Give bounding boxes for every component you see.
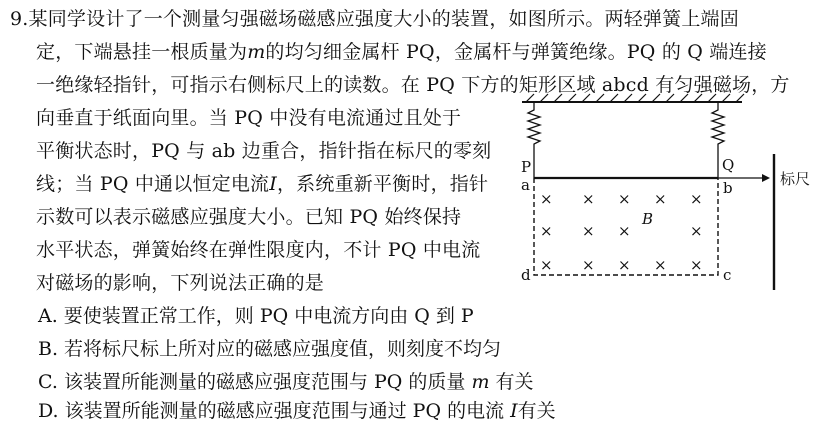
option-c-tail: 有关 — [495, 371, 534, 393]
label-a: a — [521, 176, 530, 194]
variable-I: I — [269, 173, 277, 195]
question-line-7: 示数可以表示磁感应强度大小。已知 PQ 始终保持 — [36, 206, 462, 228]
option-d-text: D. 该装置所能测量的磁感应强度范围与通过 PQ 的电流 — [38, 400, 505, 422]
variable-m: m — [247, 41, 266, 63]
label-c: c — [723, 266, 732, 284]
option-c — [38, 369, 534, 395]
field-mark: × — [618, 222, 631, 240]
option-b: B. 若将标尺标上所对应的磁感应强度值，则刻度不均匀 — [38, 338, 502, 360]
apparatus-diagram — [512, 92, 822, 292]
question-number: 9. — [10, 8, 29, 30]
ruler-label: 标尺 — [780, 170, 811, 188]
option-c-variable-m: m — [471, 371, 490, 393]
label-p: P — [521, 158, 532, 176]
field-mark: × — [690, 222, 703, 240]
option-d-variable-I: I — [510, 400, 518, 422]
field-mark: × — [654, 256, 667, 274]
question-line-1 — [10, 6, 739, 32]
field-mark: × — [582, 190, 595, 208]
field-mark: × — [618, 190, 631, 208]
option-c-text: C. 该装置所能测量的磁感应强度范围与 PQ 的质量 — [38, 371, 466, 393]
field-mark: × — [618, 256, 631, 274]
field-mark: × — [690, 256, 703, 274]
question-text-2b: 的均匀细金属杆 PQ，金属杆与弹簧绝缘。PQ 的 Q 端连接 — [265, 41, 767, 63]
question-line-3: 一绝缘轻指针，可指示右侧标尺上的读数。在 PQ 下方的矩形区域 abcd 有匀强磁场，方 — [36, 74, 790, 96]
question-line-8: 水平状态，弹簧始终在弹性限度内，不计 PQ 中电流 — [36, 239, 481, 261]
question-line-5: 平衡状态时，PQ 与 ab 边重合，指针指在标尺的零刻 — [36, 140, 492, 162]
option-d — [38, 398, 556, 424]
question-text-2a: 定，下端悬挂一根质量为 — [36, 41, 248, 63]
option-a: A. 要使装置正常工作，则 PQ 中电流方向由 Q 到 P — [38, 305, 474, 327]
pointer-arrow-icon — [762, 174, 770, 182]
question-line-2 — [36, 39, 767, 65]
question-text-6a: 线；当 PQ 中通以恒定电流 — [36, 173, 270, 195]
field-mark: × — [582, 256, 595, 274]
magnetic-field-marks — [540, 190, 703, 274]
label-d: d — [521, 266, 531, 284]
label-q: Q — [722, 156, 735, 174]
question-line-9: 对磁场的影响，下列说法正确的是 — [36, 272, 325, 294]
label-b-field: B — [642, 210, 654, 228]
option-d-tail: 有关 — [517, 400, 556, 422]
question-line-6 — [36, 171, 488, 197]
label-b: b — [723, 179, 733, 197]
field-mark: × — [540, 256, 553, 274]
field-mark: × — [654, 190, 667, 208]
field-mark: × — [582, 222, 595, 240]
question-text-6b: ，系统重新平衡时，指针 — [276, 173, 489, 195]
question-line-4: 向垂直于纸面向里。当 PQ 中没有电流通过且处于 — [36, 107, 462, 129]
field-mark: × — [540, 190, 553, 208]
question-text-1: 某同学设计了一个测量匀强磁场磁感应强度大小的装置，如图所示。两轻弹簧上端固 — [28, 8, 739, 30]
ceiling-hatch — [526, 94, 744, 102]
field-mark: × — [540, 222, 553, 240]
field-mark: × — [690, 190, 703, 208]
